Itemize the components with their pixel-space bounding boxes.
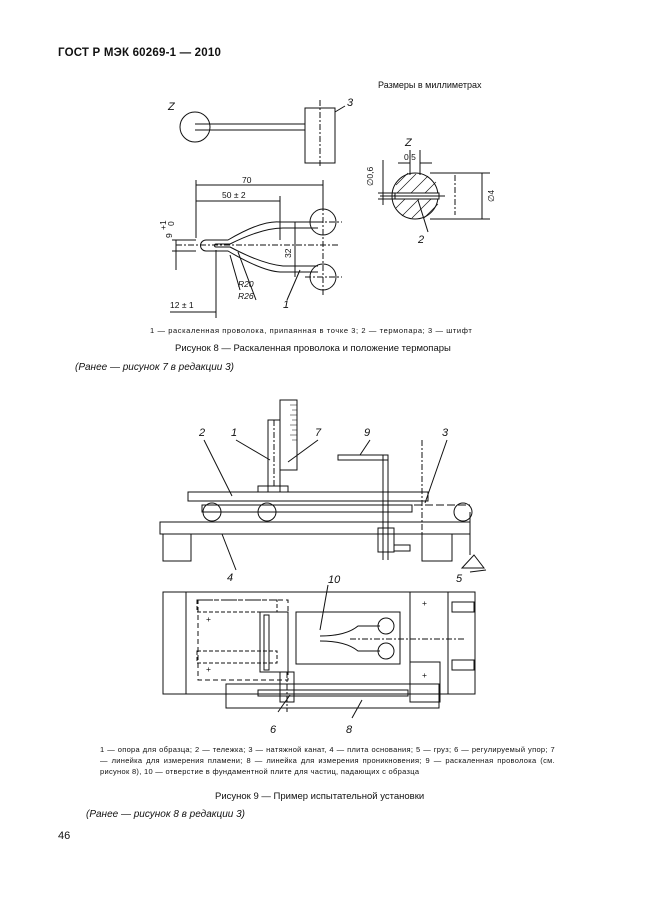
- radius-26: R26: [238, 291, 254, 301]
- figure8-legend: 1 — раскаленная проволока, припаянная в точке 3; 2 — термопара; 3 — штифт: [150, 326, 473, 335]
- detail-z-label: Z: [405, 137, 412, 149]
- base-plate-top: [163, 592, 475, 694]
- figure8-caption: Рисунок 8 — Раскаленная проволока и положение термопары: [175, 343, 451, 354]
- fig9-callout-4: 4: [227, 572, 234, 584]
- figure9-legend: 1 — опора для образца; 2 — тележка; 3 — натяжной канат, 4 — плита основания; 5 — груз; 6 — регулируемый упор; 7 — линейка для измерения пламени; 8 — линейка для измерения проникновения; 9 — раскаленная проволока (см. рисунок 8), 10 — отверстие в фундаментной плите для частиц, падающих с образца: [100, 745, 555, 776]
- dim-9-tol-plus: +1: [158, 220, 168, 230]
- fig9-callout-5: 5: [456, 573, 463, 585]
- dim-70: 70: [242, 175, 252, 185]
- z-detail-circle: [180, 112, 210, 142]
- callout-1: 1: [283, 299, 290, 311]
- fig9-callout-1: 1: [231, 427, 238, 439]
- figure8-drawing: [158, 97, 496, 318]
- figure9-note: (Ранее — рисунок 8 в редакции 3): [86, 809, 245, 820]
- units-note: Размеры в миллиметрах: [378, 80, 482, 90]
- page-number: 46: [58, 830, 71, 842]
- dim-9: 9: [164, 233, 174, 238]
- dim-9-tol-zero: 0: [166, 221, 176, 226]
- figure9-drawing: [160, 400, 486, 736]
- document-header: ГОСТ Р МЭК 60269-1 — 2010: [58, 47, 222, 59]
- debris-hole: [296, 612, 400, 664]
- fig9-callout-8: 8: [346, 724, 353, 736]
- callout-3: 3: [347, 97, 354, 109]
- base-plate-side: [160, 522, 470, 534]
- svg-text:+: +: [206, 614, 211, 624]
- carriage: [188, 492, 428, 501]
- dim-dia-4: ∅4: [486, 189, 496, 202]
- detail-callout-2: 2: [418, 234, 425, 246]
- dim-32: 32: [283, 248, 293, 258]
- fig9-callout-6: 6: [270, 724, 277, 736]
- dim-0-5: 0,5: [404, 152, 416, 162]
- dim-12: 12 ± 1: [170, 300, 194, 310]
- fig9-callout-3: 3: [442, 427, 449, 439]
- svg-text:+: +: [422, 598, 427, 608]
- fig9-callout-2: 2: [199, 427, 206, 439]
- dim-50: 50 ± 2: [222, 190, 246, 200]
- svg-text:+: +: [422, 670, 427, 680]
- fig9-callout-9: 9: [364, 427, 371, 439]
- z-label: Z: [168, 101, 175, 113]
- pulley: [454, 503, 472, 521]
- radius-20: R20: [238, 279, 254, 289]
- svg-text:+: +: [206, 664, 211, 674]
- dim-dia-0-6: ∅0,6: [365, 166, 375, 186]
- weight: [462, 555, 484, 568]
- fig9-callout-7: 7: [315, 427, 322, 439]
- figure9-caption: Рисунок 9 — Пример испытательной установки: [215, 791, 425, 802]
- fig9-callout-10: 10: [328, 574, 341, 586]
- figure8-note: (Ранее — рисунок 7 в редакции 3): [75, 362, 234, 373]
